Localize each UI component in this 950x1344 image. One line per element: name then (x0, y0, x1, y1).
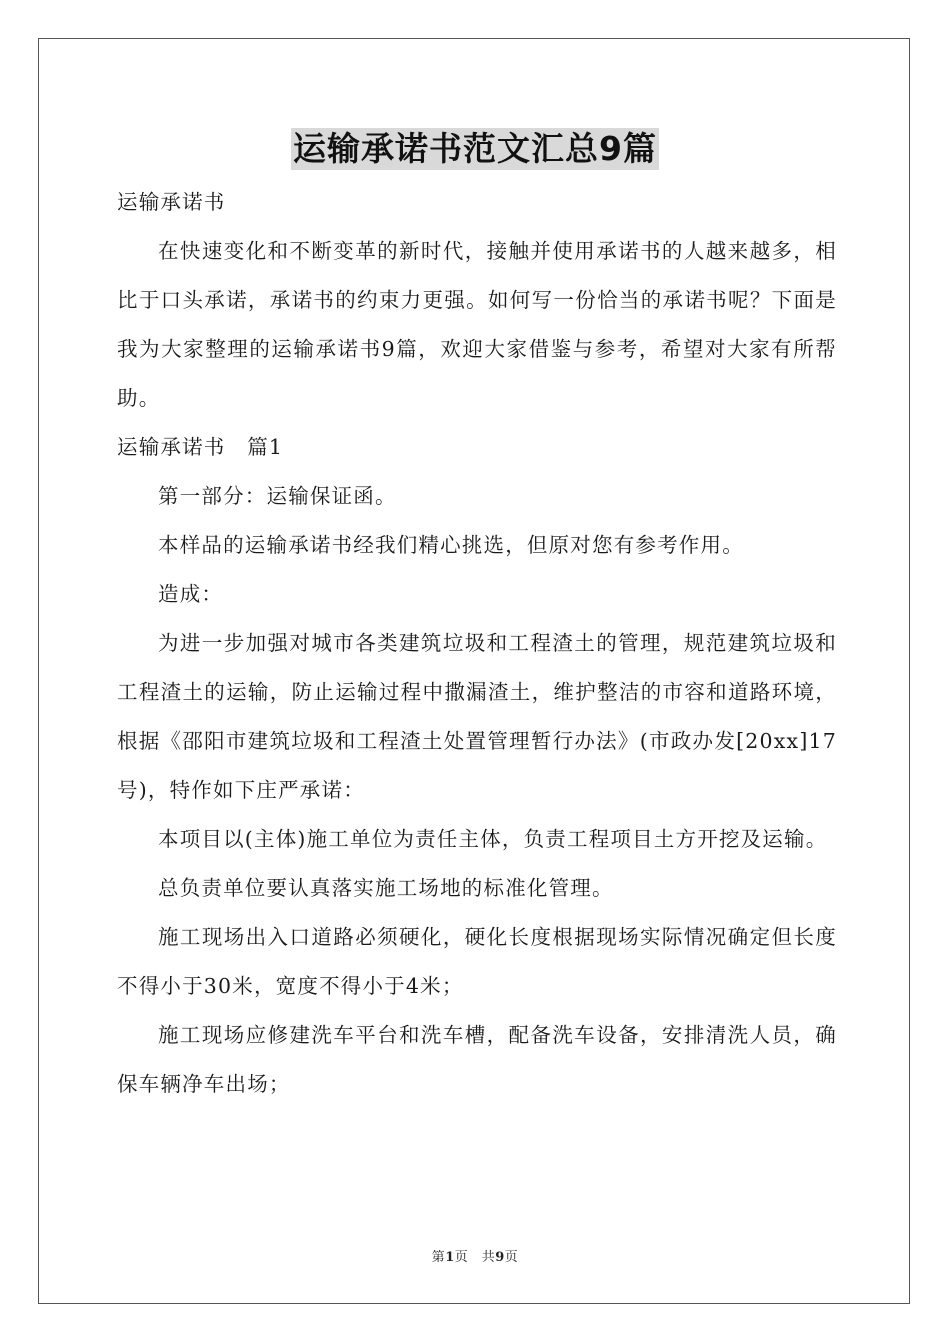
footer-total-pages: 9 (495, 1250, 505, 1265)
body-paragraph: 在快速变化和不断变革的新时代，接触并使用承诺书的人越来越多，相比于口头承诺，承诺书的约束力更强。如何写一份恰当的承诺书呢？下面是我为大家整理的运输承诺书9篇，欢迎大家借鉴与参考，希望对大家有所帮助。 (117, 239, 837, 410)
body-paragraph: 本项目以(主体)施工单位为责任主体，负责工程项目土方开挖及运输。 (158, 827, 828, 851)
footer-suffix: 页 (504, 1250, 519, 1265)
page-footer (0, 1246, 950, 1265)
title-container (0, 128, 950, 170)
section-heading: 运输承诺书 (117, 190, 226, 214)
body-paragraph: 施工现场应修建洗车平台和洗车槽，配备洗车设备，安排清洗人员，确保车辆净车出场； (117, 1023, 837, 1096)
footer-page-number: 1 (445, 1250, 455, 1265)
footer-prefix: 第 (431, 1250, 446, 1265)
body-paragraph: 为进一步加强对城市各类建筑垃圾和工程渣土的管理，规范建筑垃圾和工程渣土的运输，防止运输过程中撒漏渣土，维护整洁的市容和道路环境，根据《邵阳市建筑垃圾和工程渣土处置管理暂行办法》(市政办发[20xx]17号)，特作如下庄严承诺： (117, 631, 837, 802)
body-paragraph: 总负责单位要认真落实施工场地的标准化管理。 (158, 876, 614, 900)
section-heading: 运输承诺书 篇1 (117, 435, 284, 459)
body-paragraph: 本样品的运输承诺书经我们精心挑选，但原对您有参考作用。 (158, 533, 744, 557)
body-paragraph: 施工现场出入口道路必须硬化，硬化长度根据现场实际情况确定但长度不得小于30米，宽度不得小于4米； (117, 925, 837, 998)
document-title: 运输承诺书范文汇总9篇 (293, 129, 657, 168)
body-paragraph: 第一部分：运输保证函。 (158, 484, 397, 508)
footer-middle: 页 共 (454, 1250, 496, 1265)
document-body (117, 178, 837, 1109)
body-paragraph: 造成： (158, 582, 224, 606)
